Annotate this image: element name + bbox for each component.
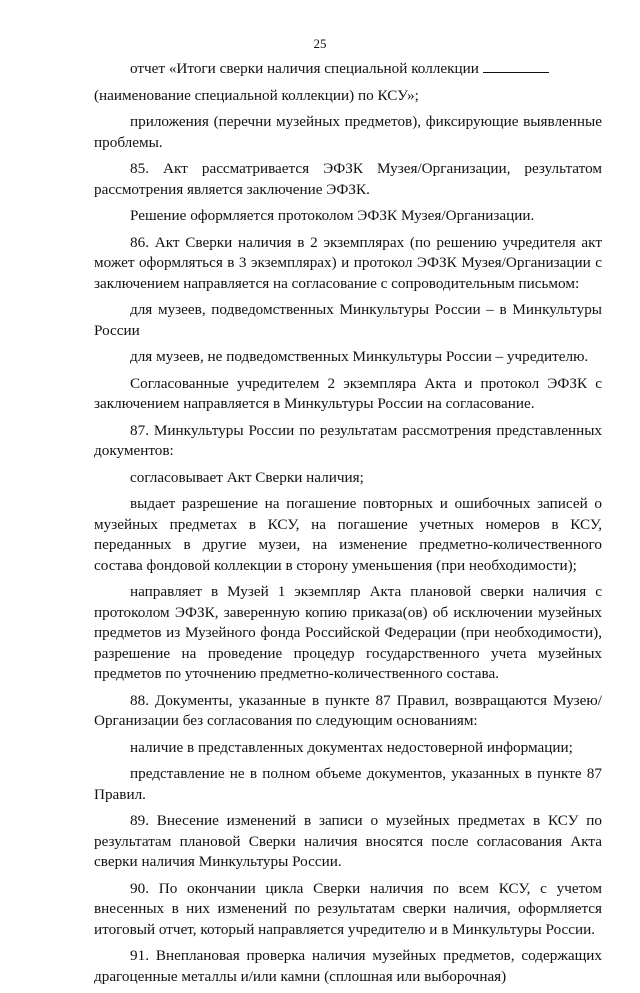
- paragraph: Решение оформляется протоколом ЭФЗК Музея/Организации.: [130, 207, 535, 224]
- paragraph: 87. Минкультуры России по результатам рассмотрения представленных документов:: [94, 421, 602, 459]
- paragraph: согласовывает Акт Сверки наличия;: [130, 468, 364, 486]
- paragraph: наличие в представленных документах недостоверной информации;: [130, 738, 573, 756]
- paragraph-text: отчет «Итоги сверки наличия специальной коллекции: [130, 60, 479, 77]
- paragraph: для музеев, подведомственных Минкультуры России – в Минкультуры России: [94, 301, 602, 339]
- paragraph: для музеев, не подведомственных Минкультуры России – учредителю.: [130, 348, 589, 365]
- document-body: [94, 59, 602, 993]
- paragraph: 91. Внеплановая проверка наличия музейных предметов, содержащих драгоценные металлы и/или камни (сплошная или выборочная): [94, 947, 602, 985]
- paragraph: 88. Документы, указанные в пункте 87 Правил, возвращаются Музею/Организации без согласования по следующим основаниям:: [94, 691, 602, 729]
- paragraph: Согласованные учредителем 2 экземпляра Акта и протокол ЭФЗК с заключением направляется в Минкультуры России на согласование.: [94, 374, 602, 412]
- paragraph: приложения (перечни музейных предметов), фиксирующие выявленные проблемы.: [94, 113, 602, 151]
- paragraph: направляет в Музей 1 экземпляр Акта плановой сверки наличия с протоколом ЭФЗК, заверенную копию приказа(ов) об исключении музейных предметов из Музейного фонда Российской Федерации (при необходимости), разрешение на проведение процедур государственного учета музейных предметов по уточнению предметно-количественного состава.: [94, 583, 602, 682]
- paragraph: (наименование специальной коллекции) по КСУ»;: [94, 86, 419, 104]
- page-number: 25: [313, 36, 327, 51]
- paragraph: 89. Внесение изменений в записи о музейных предметах в КСУ по результатам плановой Сверки наличия вносятся после согласования Акта сверки наличия Минкультуры России.: [94, 812, 602, 870]
- paragraph: 86. Акт Сверки наличия в 2 экземплярах (по решению учредителя акт может оформляться в 3 экземплярах) и протокол ЭФЗК Музея/Организации с заключением направляется на согласование с сопроводительным письмом:: [94, 233, 602, 292]
- paragraph: 90. По окончании цикла Сверки наличия по всем КСУ, с учетом внесенных в них изменений по результатам сверки наличия, оформляется итоговый отчет, который направляется учредителю и в Минкультуры России.: [94, 879, 602, 938]
- paragraph: представление не в полном объеме документов, указанных в пункте 87 Правил.: [94, 765, 602, 803]
- paragraph: [94, 59, 602, 80]
- paragraph: 85. Акт рассматривается ЭФЗК Музея/Организации, результатом рассмотрения является заключение ЭФЗК.: [94, 160, 602, 198]
- paragraph: выдает разрешение на погашение повторных и ошибочных записей о музейных предметах в КСУ, на погашение учетных номеров в КСУ, переданных в другие музеи, на изменение предметно-количественного состава фондовой коллекции в сторону уменьшения (при необходимости);: [94, 495, 602, 574]
- blank-fill-line: [483, 60, 549, 73]
